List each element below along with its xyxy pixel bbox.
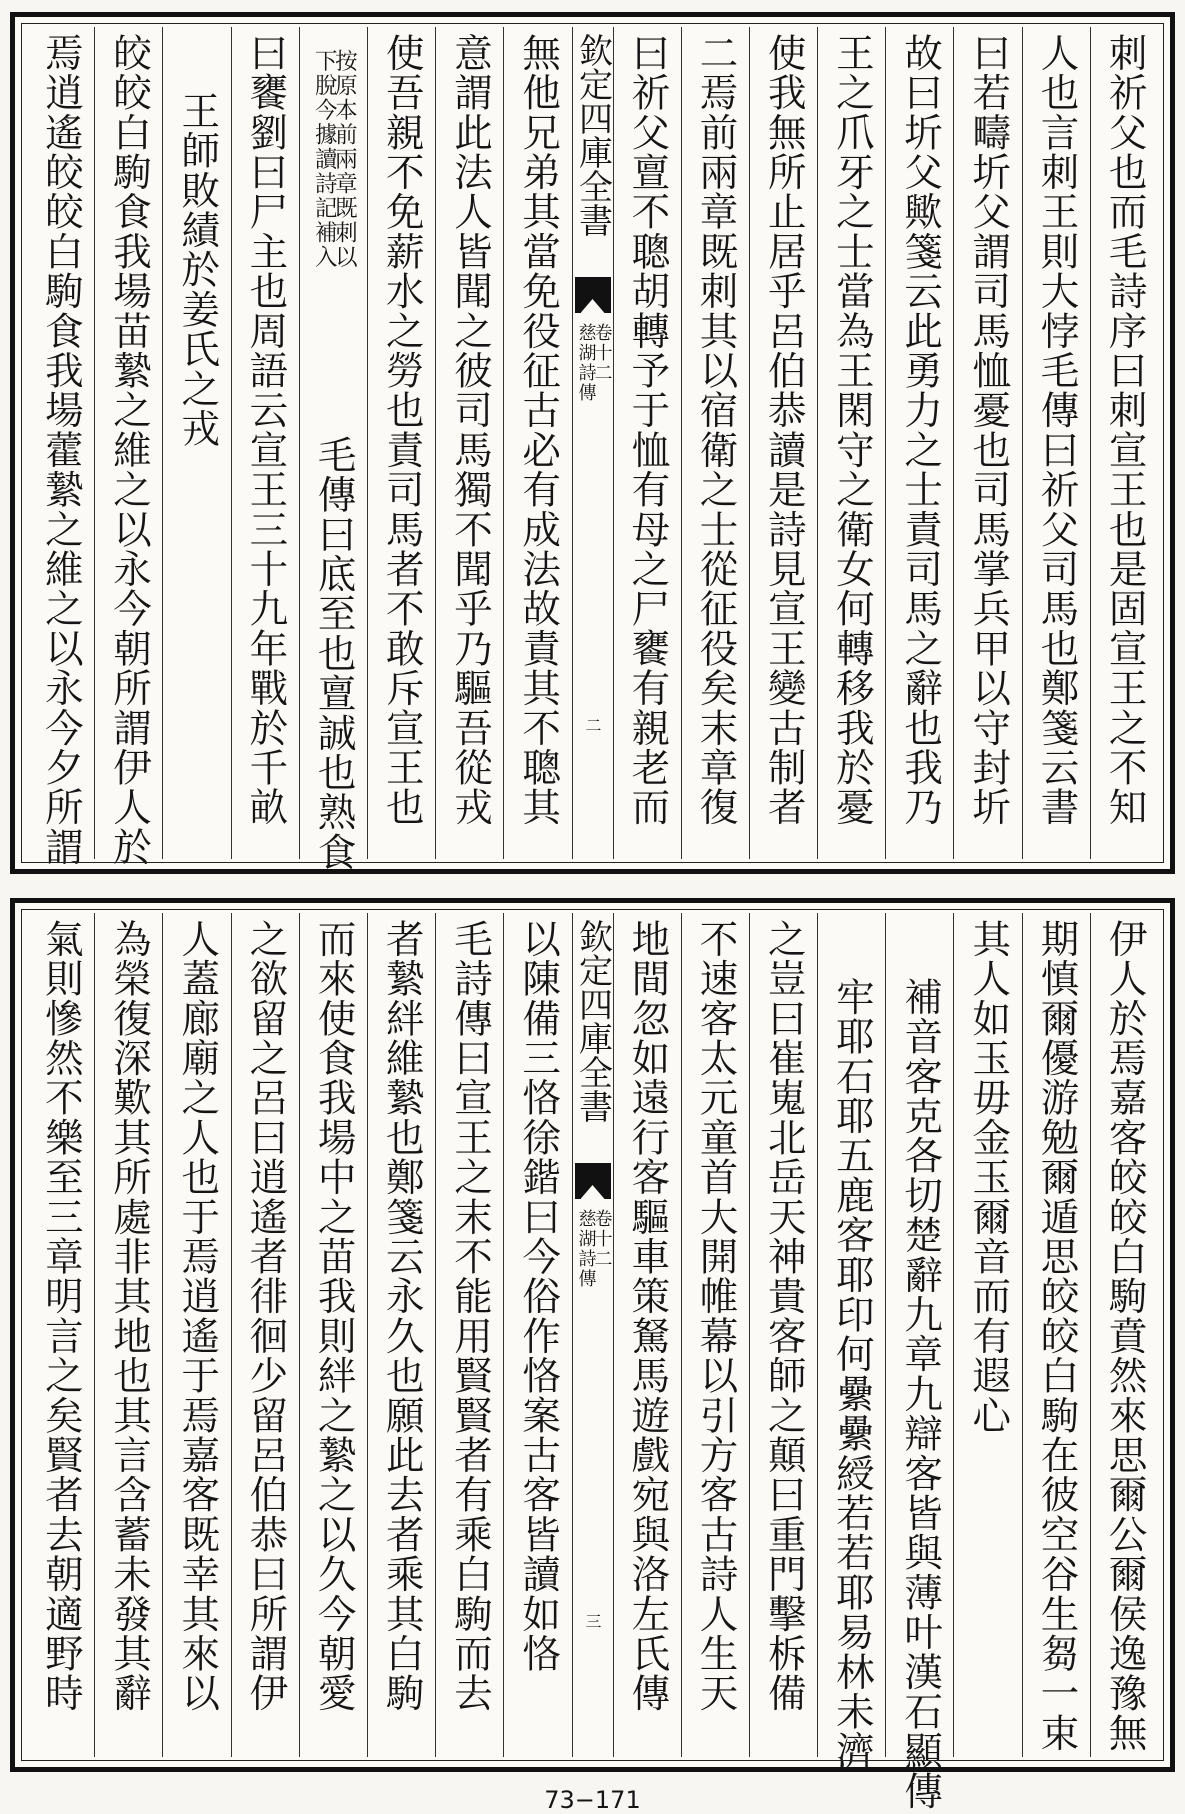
text-column <box>953 913 1021 1757</box>
text-column <box>435 27 503 859</box>
editorial-note-line: 下脫今據讀詩記補入 <box>311 49 338 270</box>
text-column-with-note <box>299 27 367 872</box>
leaf-number: 二 <box>583 717 602 733</box>
top-columns <box>27 27 1158 872</box>
text-column <box>435 913 503 1757</box>
column-text: 曰若疇圻父謂司馬恤憂也司馬掌兵甲以守封圻 <box>966 33 1012 827</box>
text-column <box>94 27 162 867</box>
text-column <box>817 913 885 1771</box>
column-text: 之豈曰崔嵬北岳天神貴客師之顛曰重門擊柝備 <box>761 919 807 1713</box>
column-text: 二焉前兩章既刺其以宿衛之士從征役矣末章復 <box>693 33 739 827</box>
column-text: 者縶絆維縶也鄭箋云永久也願此去者乘其白駒 <box>379 919 425 1713</box>
column-text: 其人如玉毋金玉爾音而有遐心 <box>966 919 1012 1436</box>
work-title: 慈湖詩傳 <box>575 323 597 403</box>
text-column <box>162 913 230 1757</box>
column-text: 以陳備三恪徐鍇曰今俗作恪案古客皆讀如恪 <box>516 919 562 1674</box>
work-title: 慈湖詩傳 <box>575 1209 597 1289</box>
column-text: 毛詩傳曰宣王之末不能用賢賢者有乘白駒而去 <box>447 919 493 1713</box>
column-text: 皎皎白駒食我場苗縶之維之以永今朝所謂伊人於 <box>107 33 153 867</box>
column-text: 而來使食我場中之苗我則絆之縶之以久今朝愛 <box>311 919 357 1713</box>
column-text: 期慎爾優游勉爾遁思皎皎白駒在彼空谷生芻一束 <box>1034 919 1080 1753</box>
column-text: 使我無所止居乎呂伯恭讀是詩見宣王變古制者 <box>761 33 807 827</box>
text-column <box>94 913 162 1757</box>
column-text: 不速客太元童首大開帷幕以引方客古詩人生天 <box>693 919 739 1713</box>
text-column <box>231 913 299 1757</box>
column-text: 伊人於焉嘉客皎皎白駒賁然來思爾公爾侯逸豫無 <box>1102 919 1148 1753</box>
column-text: 焉逍遙皎皎白駒食我場藿縶之維之以永今夕所謂 <box>38 33 84 867</box>
volume-label: 卷十二 <box>591 1209 613 1269</box>
column-text: 曰祈父亶不聰胡轉予于恤有母之尸饔有親老而 <box>625 33 671 827</box>
fishtail-mark <box>575 277 611 313</box>
text-column <box>503 913 571 1757</box>
text-column <box>613 27 681 859</box>
column-text: 王師敗績於姜氏之戎 <box>175 91 221 449</box>
column-text: 無他兄弟其當免役征古必有成法故責其不聰其 <box>516 33 562 827</box>
text-column <box>953 27 1021 859</box>
text-column <box>681 27 749 859</box>
text-column <box>1090 913 1158 1757</box>
column-text: 補音客克各切楚辭九章九辯客皆與薄叶漢石顯傳 <box>898 977 944 1811</box>
text-column <box>1090 27 1158 859</box>
text-column <box>27 913 94 1757</box>
fishtail-mark <box>575 1163 611 1199</box>
text-column <box>1022 27 1090 859</box>
text-column <box>613 913 681 1757</box>
volume-label: 卷十二 <box>591 323 613 383</box>
center-column <box>572 27 613 859</box>
column-text: 氣則慘然不樂至三章明言之矣賢者去朝適野時 <box>38 919 84 1713</box>
text-column <box>27 27 94 867</box>
text-column <box>749 27 817 859</box>
column-text: 人也言刺王則大悖毛傳曰祈父司馬也鄭箋云書 <box>1034 33 1080 827</box>
column-text: 人蓋廊廟之人也于焉逍遙于焉嘉客既幸其來以 <box>175 919 221 1713</box>
column-text: 曰饔劉曰尸主也周語云宣王三十九年戰於千畝 <box>243 33 289 827</box>
center-column <box>572 913 613 1757</box>
column-text: 故曰圻父歟箋云此勇力之士責司馬之辭也我乃 <box>898 33 944 827</box>
top-page <box>10 12 1175 874</box>
book-title: 欽定四庫全書 <box>572 33 613 237</box>
text-column <box>367 27 435 859</box>
text-column <box>367 913 435 1757</box>
text-column <box>749 913 817 1757</box>
column-text: 使吾親不免薪水之勞也責司馬者不敢斥宣王也 <box>379 33 425 827</box>
text-column <box>231 27 299 859</box>
column-text: 刺祈父也而毛詩序曰刺宣王也是固宣王之不知 <box>1102 33 1148 827</box>
text-column <box>503 27 571 859</box>
text-column <box>817 27 885 859</box>
text-column <box>1022 913 1090 1757</box>
text-column <box>885 27 953 859</box>
column-text: 牢耶石耶五鹿客耶印何纍纍綬若若耶易林未濟 <box>829 977 875 1771</box>
column-text: 毛傳曰底至也亶誠也熟食 <box>311 435 357 872</box>
text-column <box>162 27 230 859</box>
text-column <box>885 913 953 1811</box>
column-text: 意謂此法人皆聞之彼司馬獨不聞乎乃驅吾從戎 <box>447 33 493 827</box>
column-text: 之欲留之呂曰逍遙者徘徊少留呂伯恭曰所謂伊 <box>243 919 289 1713</box>
text-column <box>681 913 749 1757</box>
page-folio-number: 73−171 <box>544 1786 641 1814</box>
book-title: 欽定四庫全書 <box>572 919 613 1123</box>
column-text: 為榮復深歎其所處非其地也其言含蓄未發其辭 <box>107 919 153 1713</box>
editorial-note-line: 按原本前兩章既刺以 <box>331 49 358 270</box>
column-text: 王之爪牙之士當為王閑守之衛女何轉移我於憂 <box>829 33 875 827</box>
text-column <box>299 913 367 1757</box>
leaf-number: 三 <box>583 1613 602 1629</box>
column-text: 地間忽如遠行客驅車策駑馬遊戲宛與洛左氏傳 <box>625 919 671 1713</box>
